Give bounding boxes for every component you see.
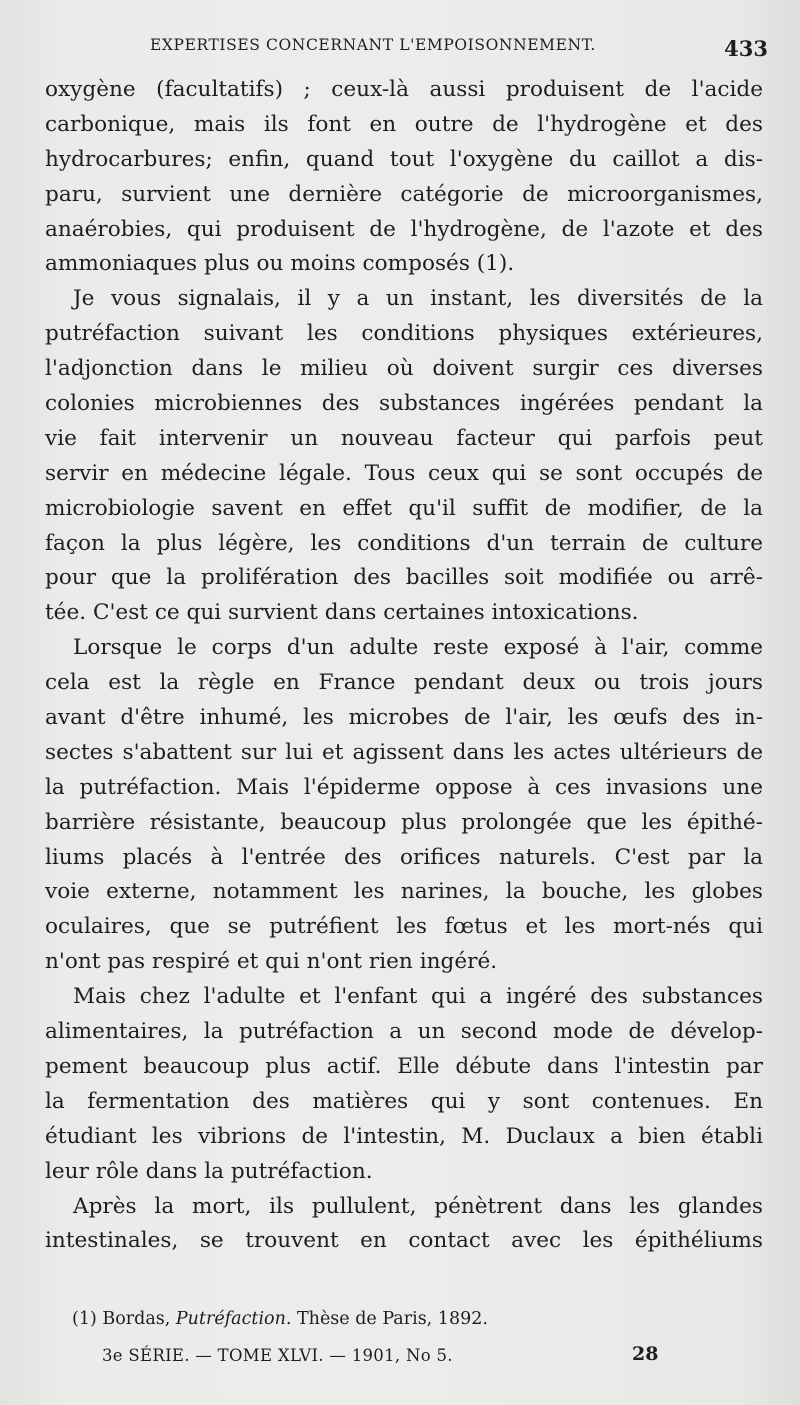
text-line: leur rôle dans la putréfaction. xyxy=(45,1158,373,1184)
text-line: microbiologie savent en effet qu'il suffit de modifier, de la xyxy=(45,495,763,521)
footnote xyxy=(72,1309,672,1329)
text-line: oculaires, que se putréfient les fœtus et les mort-nés qui xyxy=(45,914,763,940)
text-line: n'ont pas respiré et qui n'ont rien ingéré. xyxy=(45,949,498,975)
text-line: vie fait intervenir un nouveau facteur qui parfois peut xyxy=(45,425,763,451)
text-line: façon la plus légère, les conditions d'un terrain de culture xyxy=(45,530,763,556)
text-line: Lorsque le corps d'un adulte reste exposé à l'air, comme xyxy=(73,635,763,661)
text-line: pour que la prolifération des bacilles soit modifiée ou arrê- xyxy=(45,565,763,591)
text-line: liums placés à l'entrée des orifices naturels. C'est par la xyxy=(45,844,763,870)
text-line: carbonique, mais ils font en outre de l'hydrogène et des xyxy=(45,111,763,137)
text-line: pement beaucoup plus actif. Elle débute dans l'intestin par xyxy=(45,1053,763,1079)
text-line: hydrocarbures; enfin, quand tout l'oxygène du caillot a dis- xyxy=(45,146,763,172)
text-line: étudiant les vibrions de l'intestin, M. Duclaux a bien établi xyxy=(45,1123,763,1149)
text-line: sectes s'abattent sur lui et agissent dans les actes ultérieurs de xyxy=(45,739,763,765)
text-line: servir en médecine légale. Tous ceux qui se sont occupés de xyxy=(45,460,763,486)
body-text xyxy=(45,73,763,1259)
footnote-author: Bordas, xyxy=(102,1309,171,1329)
text-line: la putréfaction. Mais l'épiderme oppose à ces invasions une xyxy=(45,774,763,800)
text-line: intestinales, se trouvent en contact avec les épithéliums xyxy=(45,1228,763,1254)
text-line: colonies microbiennes des substances ingérées pendant la xyxy=(45,391,763,417)
footnote-work-title: Putréfaction. xyxy=(175,1309,292,1329)
text-line: barrière résistante, beaucoup plus prolongée que les épithé- xyxy=(45,809,763,835)
text-line: Je vous signalais, il y a un instant, les diversités de la xyxy=(73,286,763,312)
text-line: cela est la règle en France pendant deux ou trois jours xyxy=(45,670,763,696)
text-line: oxygène (facultatifs) ; ceux-là aussi produisent de l'acide xyxy=(45,77,763,102)
text-line: voie externe, notamment les narines, la bouche, les globes xyxy=(45,879,763,905)
page-number: 433 xyxy=(724,36,768,61)
series-signature: 3e SÉRIE. — TOME XLVI. — 1901, No 5. xyxy=(102,1346,453,1365)
text-line: Après la mort, ils pullulent, pénètrent dans les glandes xyxy=(73,1193,763,1219)
footnote-marker: (1) xyxy=(72,1309,97,1329)
footnote-rest: Thèse de Paris, 1892. xyxy=(297,1309,488,1329)
running-title: EXPERTISES CONCERNANT L'EMPOISONNEMENT. xyxy=(150,36,596,54)
text-line: tée. C'est ce qui survient dans certaines intoxications. xyxy=(45,600,639,626)
text-line: l'adjonction dans le milieu où doivent surgir ces diverses xyxy=(45,356,763,382)
text-line: paru, survient une dernière catégorie de microorganismes, xyxy=(45,181,763,207)
text-line: Mais chez l'adulte et l'enfant qui a ingéré des substances xyxy=(73,984,763,1010)
text-line: alimentaires, la putréfaction a un second mode de dévelop- xyxy=(45,1019,763,1045)
text-line: putréfaction suivant les conditions physiques extérieures, xyxy=(45,321,763,347)
text-line: avant d'être inhumé, les microbes de l'air, les œufs des in- xyxy=(45,705,763,731)
text-line: anaérobies, qui produisent de l'hydrogène, de l'azote et des xyxy=(45,216,763,242)
text-line: la fermentation des matières qui y sont contenues. En xyxy=(45,1088,763,1114)
sheet-number: 28 xyxy=(632,1343,659,1365)
text-line: ammoniaques plus ou moins composés (1). xyxy=(45,251,515,277)
